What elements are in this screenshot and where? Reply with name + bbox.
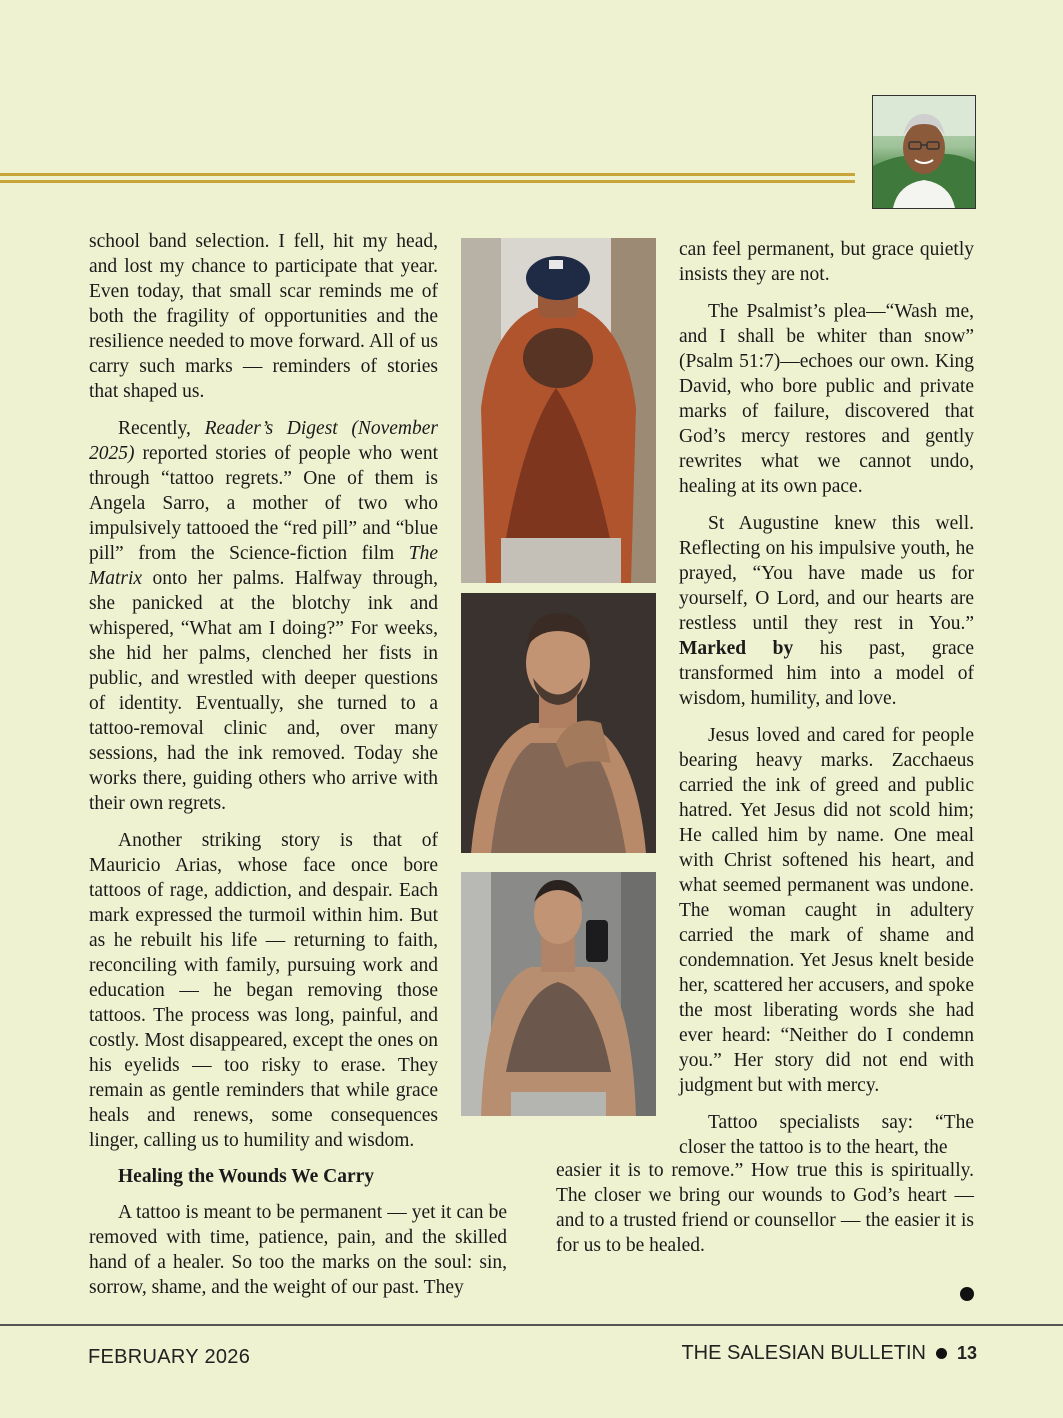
article-column-right-lower — [556, 1158, 974, 1270]
header-rule-top — [0, 173, 855, 176]
footer-rule — [0, 1324, 1063, 1326]
paragraph: A tattoo is meant to be permanent — yet it can be removed with time, patience, pain, and the skilled hand of a healer. So too the marks on the soul: sin, sorrow, shame, and the weight of our past. They — [89, 1202, 507, 1298]
page-number: 13 — [956, 1343, 977, 1363]
paragraph: St Augustine knew this well. Reflecting on his impulsive youth, he prayed, “You have made us for yourself, O Lord, and our hearts are restless until they rest in You.” Marked by his past, grace transformed him into a model of wisdom, humility, and love. — [679, 513, 974, 709]
tattooed-back-photo — [461, 238, 656, 583]
footer-magazine — [681, 1342, 977, 1365]
tattooed-man-portrait-photo — [461, 593, 656, 853]
paragraph: Jesus loved and cared for people bearing heavy marks. Zacchaeus carried the ink of greed and public hatred. Yet Jesus did not scold him; He called him by name. One meal with Christ softened his heart, and what seemed permanent was undone. The woman caught in adultery carried the mark of shame and condemnation. Yet Jesus knelt beside her, scattered her accusers, and spoke the most liberating words she had ever heard: “Neither do I condemn you.” Her story did not end with judgment but with mercy. — [679, 725, 974, 1096]
article-column-right — [679, 237, 974, 1160]
article-column-left-lower — [89, 1164, 507, 1312]
paragraph: Tattoo specialists say: “The closer the tattoo is to the heart, the — [679, 1112, 974, 1158]
magazine-title: THE SALESIAN BULLETIN — [681, 1342, 926, 1364]
tattooed-man-selfie-photo — [461, 872, 656, 1116]
paragraph: school band selection. I fell, hit my head, and lost my chance to participate that year. Even today, that small scar reminds me of both the fragility of opportunities and the resilience needed to move forward. All of us carry such marks — reminders of stories that shaped us. — [89, 231, 438, 402]
paragraph: easier it is to remove.” How true this is spiritually. The closer we bring our wounds to God’s heart — and to a trusted friend or counsellor — the easier it is for us to be healed. — [556, 1160, 974, 1256]
bullet-icon — [936, 1348, 947, 1359]
section-heading: Healing the Wounds We Carry — [118, 1166, 375, 1187]
author-portrait — [872, 95, 976, 209]
paragraph: Recently, Reader’s Digest (November 2025) reported stories of people who went through “tattoo regrets.” One of them is Angela Sarro, a mother of two who impulsively tattooed the “red pill” and “blue pill” from the Science-fiction film The Matrix onto her palms. Halfway through, she panicked at the blotchy ink and whispered, “What am I doing?” For weeks, she hid her palms, clenched her fists in public, and wrestled with deeper questions of identity. Eventually, she turned to a tattoo-removal clinic and, over many sessions, had the ink removed. Today she works there, guiding others who arrive with their own regrets. — [89, 418, 438, 814]
paragraph: can feel permanent, but grace quietly insists they are not. — [679, 239, 974, 285]
paragraph: Another striking story is that of Mauricio Arias, whose face once bore tattoos of rage, addiction, and despair. Each mark expressed the turmoil within him. But as he rebuilt his life — returning to faith, reconciling with family, pursuing work and education — he began removing those tattoos. The process was long, painful, and costly. Most disappeared, except the ones on his eyelids — too risky to erase. They remain as gentle reminders that while grace heals and renews, some consequences linger, calling us to humility and wisdom. — [89, 830, 438, 1151]
paragraph: The Psalmist’s plea—“Wash me, and I shall be whiter than snow” (Psalm 51:7)—echoes our own. King David, who bore public and private marks of failure, discovered that God’s mercy restores and gently rewrites what we cannot undo, healing at its own pace. — [679, 301, 974, 497]
issue-date: FEBRUARY 2026 — [88, 1346, 251, 1368]
article-column-left — [89, 229, 438, 1165]
header-rule-bottom — [0, 180, 855, 183]
end-of-article-marker — [960, 1287, 974, 1301]
